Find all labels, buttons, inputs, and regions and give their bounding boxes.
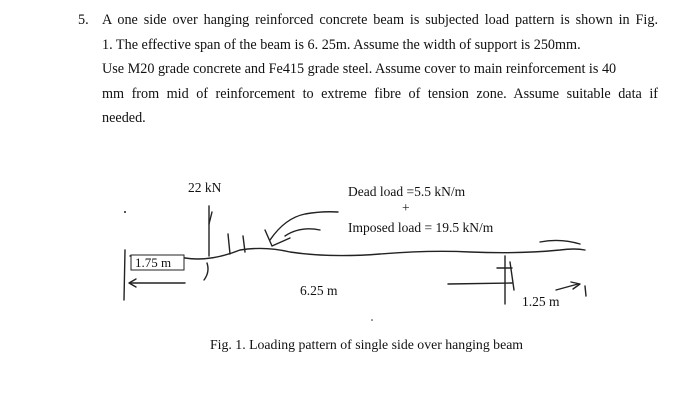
plus-sign: + [402,200,410,215]
dead-load-label: Dead load =5.5 kN/m [348,184,466,199]
tip-mark [585,286,586,296]
left-dimension-label: 1.75 m [135,255,172,270]
question-line-2: 1. The effective span of the beam is 6. 25m. Assume the width of support is 250mm. [102,36,581,53]
question-line-1: A one side over hanging reinforced concrete beam is subjected load pattern is shown in Fig. [102,12,658,28]
right-dim-line [448,283,512,284]
figure-caption: Fig. 1. Loading pattern of single side over hanging beam [210,337,524,352]
stray-dot [124,211,126,213]
load-curve-leader [285,229,320,236]
question-number: 5. [78,12,89,28]
span-dimension-label: 6.25 m [300,283,338,298]
tiny-dot-1 [371,319,373,321]
question-line-3: Use M20 grade concrete and Fe415 grade steel. Assume cover to main reinforcement is 40 [102,61,617,77]
udl-arrow-1 [228,234,230,254]
overhang-dimension-label: 1.25 m [522,294,560,309]
right-support-tick [510,262,514,290]
load-curve-tick [265,230,290,246]
question-line-4: mm from mid of reinforcement to extreme fibre of tension zone. Assume suitable data if [102,85,658,102]
right-wave [540,240,580,244]
left-support [124,250,125,300]
question-line-5: needed. [102,110,146,126]
small-stroke [204,263,208,280]
load-curve [270,212,338,240]
point-load-label: 22 kN [188,180,222,195]
imposed-load-label: Imposed load = 19.5 kN/m [348,220,494,235]
beam-line [130,248,585,259]
